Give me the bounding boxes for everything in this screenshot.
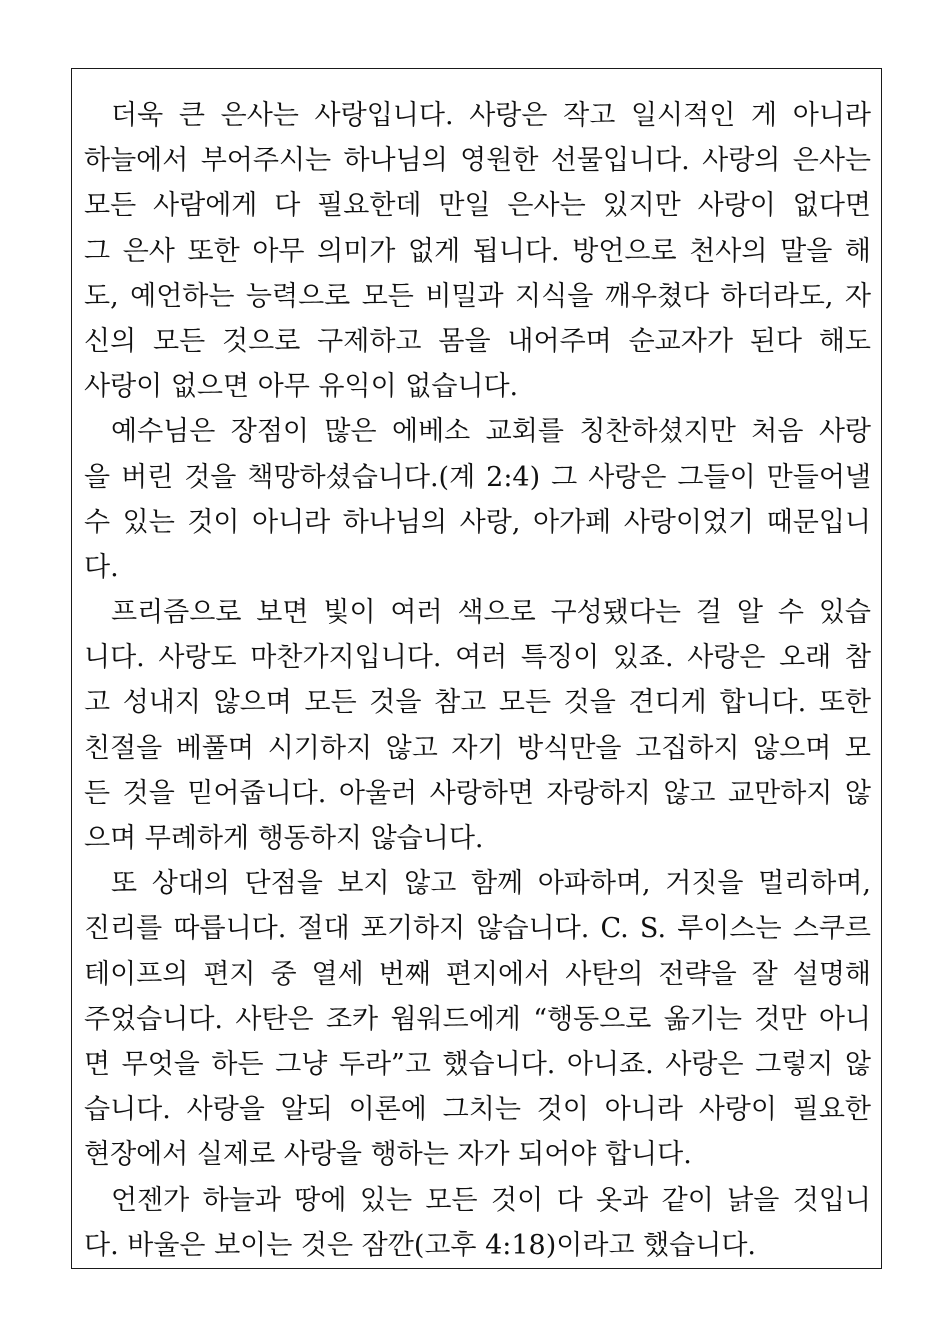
text-line: 신의 모든 것으로 구제하고 몸을 내어주며 순교자가 된다 해도 xyxy=(84,325,871,357)
body-text xyxy=(84,93,871,1268)
text-line: 다. xyxy=(84,551,119,583)
text-line: 하늘에서 부어주시는 하나님의 영원한 선물입니다. 사랑의 은사는 xyxy=(84,145,871,177)
text-line: 프리즘으로 보면 빛이 여러 색으로 구성됐다는 걸 알 수 있습 xyxy=(111,597,871,629)
text-line: 다. 바울은 보이는 것은 잠깐(고후 4:18)이라고 했습니다. xyxy=(84,1229,756,1261)
text-line: 습니다. 사랑을 알되 이론에 그치는 것이 아니라 사랑이 필요한 xyxy=(84,1094,871,1126)
text-line: 면 무엇을 하든 그냥 두라”고 했습니다. 아니죠. 사랑은 그렇지 않 xyxy=(84,1048,871,1080)
text-frame xyxy=(71,68,882,1269)
text-line: 수 있는 것이 아니라 하나님의 사랑, 아가페 사랑이었기 때문입니 xyxy=(84,506,871,538)
text-line: 언젠가 하늘과 땅에 있는 모든 것이 다 옷과 같이 낡을 것입니 xyxy=(111,1184,871,1216)
text-line: 더욱 큰 은사는 사랑입니다. 사랑은 작고 일시적인 게 아니라 xyxy=(111,100,871,131)
text-line: 친절을 베풀며 시기하지 않고 자기 방식만을 고집하지 않으며 모 xyxy=(84,732,871,764)
text-line: 모든 사람에게 다 필요한데 만일 은사는 있지만 사랑이 없다면 xyxy=(84,190,871,222)
text-line: 도, 예언하는 능력으로 모든 비밀과 지식을 깨우쳤다 하더라도, 자 xyxy=(84,280,871,312)
text-line: 고 성내지 않으며 모든 것을 참고 모든 것을 견디게 합니다. 또한 xyxy=(84,687,871,719)
text-line: 진리를 따릅니다. 절대 포기하지 않습니다. C. S. 루이스는 스쿠르 xyxy=(84,913,871,945)
text-line: 사랑이 없으면 아무 유익이 없습니다. xyxy=(84,371,519,403)
text-line: 테이프의 편지 중 열세 번째 편지에서 사탄의 전략을 잘 설명해 xyxy=(84,958,871,990)
text-line: 현장에서 실제로 사랑을 행하는 자가 되어야 합니다. xyxy=(84,1139,692,1171)
text-line: 주었습니다. 사탄은 조카 웜워드에게 “행동으로 옮기는 것만 아니 xyxy=(84,1003,871,1035)
text-line: 또 상대의 단점을 보지 않고 함께 아파하며, 거짓을 멀리하며, xyxy=(111,868,871,900)
text-line: 을 버린 것을 책망하셨습니다.(계 2:4) 그 사랑은 그들이 만들어낼 xyxy=(84,461,871,493)
text-line: 예수님은 장점이 많은 에베소 교회를 칭찬하셨지만 처음 사랑 xyxy=(111,416,871,448)
text-line: 니다. 사랑도 마찬가지입니다. 여러 특징이 있죠. 사랑은 오래 참 xyxy=(84,642,871,674)
text-line: 그 은사 또한 아무 의미가 없게 됩니다. 방언으로 천사의 말을 해 xyxy=(84,235,871,267)
text-line: 든 것을 믿어줍니다. 아울러 사랑하면 자랑하지 않고 교만하지 않 xyxy=(84,777,871,809)
text-line: 으며 무례하게 행동하지 않습니다. xyxy=(84,823,484,854)
